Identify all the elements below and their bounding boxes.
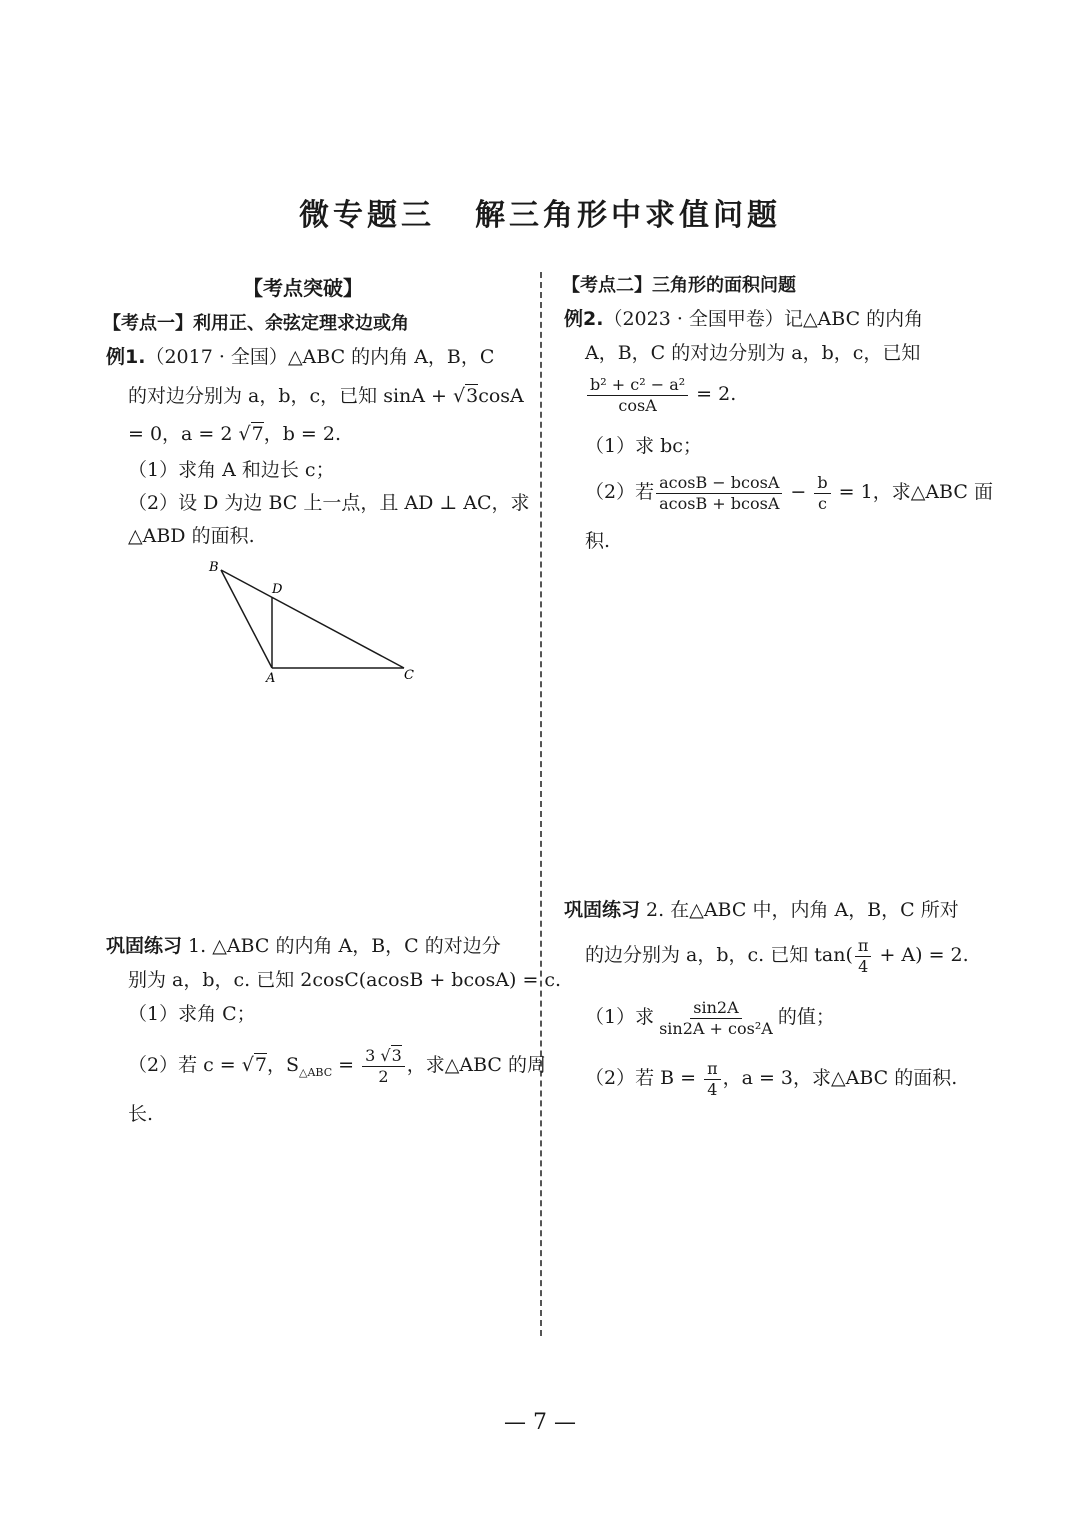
practice2-q1a: （1）求 bbox=[585, 1006, 655, 1028]
practice1-fraction bbox=[362, 1046, 405, 1087]
ex2-line1-rest: 记△ABC 的内角 bbox=[783, 308, 924, 330]
practice2-pi-fraction bbox=[855, 936, 872, 977]
practice1-q2e: 长. bbox=[128, 1103, 154, 1125]
ex2-frac3-num: b bbox=[814, 473, 830, 494]
ex2-frac2-den: acosB + bcosA bbox=[659, 493, 780, 513]
ex1-sqrt7: 7 bbox=[251, 423, 264, 445]
practice2-q2 bbox=[585, 1056, 957, 1100]
practice2-q2-num: π bbox=[704, 1059, 721, 1080]
practice1-q2a: （2）若 c = bbox=[128, 1054, 242, 1076]
ex1-sqrt3: 3 bbox=[466, 385, 479, 407]
ex2-frac-den: cosA bbox=[618, 395, 657, 415]
ex1-line3 bbox=[128, 420, 341, 448]
ex1-q1: （1）求角 A 和边长 c； bbox=[128, 459, 335, 481]
practice2-line2a: 的边分别为 a，b，c. 已知 tan( bbox=[585, 944, 853, 966]
practice1-line1-text: 1. △ABC 的内角 A，B，C 的对边分 bbox=[182, 935, 501, 957]
ex2-frac3-den: c bbox=[818, 493, 827, 513]
page-title bbox=[0, 190, 1080, 234]
ex1-line1-rest: △ABC 的内角 A，B，C bbox=[287, 346, 495, 368]
practice1-q2-sub: △ABC bbox=[299, 1065, 333, 1079]
ex1-q2a: （2）设 D 为边 BC 上一点，且 AD ⊥ AC，求 bbox=[128, 492, 530, 514]
practice1-frac-den: 2 bbox=[378, 1066, 389, 1086]
ex1-source: （2017 · 全国） bbox=[145, 346, 288, 368]
sqrt-symbol: √ bbox=[238, 423, 251, 445]
ex2-eq: = 2. bbox=[690, 383, 737, 405]
segment-bc bbox=[221, 570, 404, 668]
label-a: A bbox=[266, 671, 276, 686]
ex2-frac2-num: acosB − bcosA bbox=[656, 473, 782, 494]
ex1-line2b: cosA bbox=[478, 385, 524, 407]
practice1-q2d: ，求△ABC 的周 bbox=[406, 1054, 547, 1076]
title-part2: 解三角形中求值问题 bbox=[475, 198, 781, 233]
practice1-line1 bbox=[106, 932, 501, 960]
ex2-source: （2023 · 全国甲卷） bbox=[603, 308, 784, 330]
practice2-line1-text: 2. 在△ABC 中，内角 A，B，C 所对 bbox=[640, 899, 959, 921]
practice1-frac-num: 3 bbox=[365, 1045, 381, 1065]
ex2-fraction bbox=[587, 375, 688, 416]
topic1-head: 【考点一】利用正、余弦定理求边或角 bbox=[103, 313, 409, 334]
practice2-line1 bbox=[564, 896, 959, 924]
ex2-line3 bbox=[585, 372, 736, 416]
ex2-frac-num: b² + c² − a² bbox=[587, 375, 688, 396]
topic2-head: 【考点二】三角形的面积问题 bbox=[562, 275, 796, 296]
practice2-q1-num: sin2A bbox=[690, 998, 741, 1019]
ex1-label: 例1. bbox=[106, 346, 146, 368]
ex2-q2d: 积. bbox=[585, 530, 611, 552]
label-d: D bbox=[272, 582, 283, 597]
ex2-q2c: = 1，求△ABC 面 bbox=[832, 481, 993, 503]
practice2-line2 bbox=[585, 933, 969, 977]
ex1-q2b: △ABD 的面积. bbox=[128, 525, 255, 547]
practice1-q2 bbox=[128, 1043, 546, 1087]
practice2-q2-fraction bbox=[704, 1059, 721, 1100]
practice2-line2b: + A) = 2. bbox=[873, 944, 969, 966]
ex1-line3b: ，b = 2. bbox=[263, 423, 342, 445]
ex2-fraction2 bbox=[656, 473, 782, 514]
practice2-q2-den: 4 bbox=[707, 1079, 718, 1099]
practice1-q1: （1）求角 C； bbox=[128, 1003, 256, 1025]
practice1-line2: 别为 a，b，c. 已知 2cosC(acosB + bcosA) = c. bbox=[128, 969, 562, 991]
practice2-q2b: ，a = 3，求△ABC 的面积. bbox=[722, 1067, 958, 1089]
section-head: 【考点突破】 bbox=[243, 276, 363, 300]
practice1-label: 巩固练习 bbox=[106, 935, 183, 957]
practice1-q2c: = bbox=[332, 1054, 361, 1076]
practice1-q2b: ，S bbox=[266, 1054, 300, 1076]
sqrt-symbol: √ bbox=[241, 1054, 254, 1076]
practice2-pi-num: π bbox=[855, 936, 872, 957]
ex2-q2a: （2）若 bbox=[585, 481, 655, 503]
ex2-q2 bbox=[585, 470, 993, 514]
ex1-line1 bbox=[106, 343, 494, 371]
practice1-frac-sqrt: 3 bbox=[391, 1045, 402, 1065]
practice2-pi-den: 4 bbox=[858, 956, 869, 976]
practice2-q1-fraction bbox=[656, 998, 776, 1039]
sqrt-symbol: √ bbox=[453, 385, 466, 407]
practice1-sqrt7: 7 bbox=[254, 1054, 267, 1076]
practice2-label: 巩固练习 bbox=[564, 899, 641, 921]
column-divider bbox=[540, 272, 542, 1336]
ex1-line2 bbox=[128, 382, 524, 410]
page-number: — 7 — bbox=[504, 1410, 576, 1435]
ex2-label: 例2. bbox=[564, 308, 604, 330]
sqrt-symbol: √ bbox=[380, 1045, 391, 1065]
ex2-q2b: − bbox=[784, 481, 813, 503]
ex2-q1: （1）求 bc； bbox=[585, 435, 702, 457]
ex1-line3a: = 0，a = 2 bbox=[128, 423, 239, 445]
segment-ba bbox=[221, 570, 272, 668]
ex2-fraction3 bbox=[814, 473, 830, 514]
label-b: B bbox=[209, 560, 219, 575]
label-c: C bbox=[404, 668, 414, 683]
ex1-line2a: 的对边分别为 a，b，c，已知 sinA + bbox=[128, 385, 453, 407]
practice2-q1b: 的值； bbox=[777, 1006, 835, 1028]
ex2-line2: A，B，C 的对边分别为 a，b，c，已知 bbox=[585, 342, 921, 364]
triangle-figure bbox=[200, 555, 430, 690]
title-part1: 微专题三 bbox=[299, 198, 435, 233]
practice2-q2a: （2）若 B = bbox=[585, 1067, 703, 1089]
ex2-line1 bbox=[564, 305, 923, 333]
practice2-q1-den: sin2A + cos²A bbox=[659, 1018, 773, 1038]
practice2-q1 bbox=[585, 995, 835, 1039]
